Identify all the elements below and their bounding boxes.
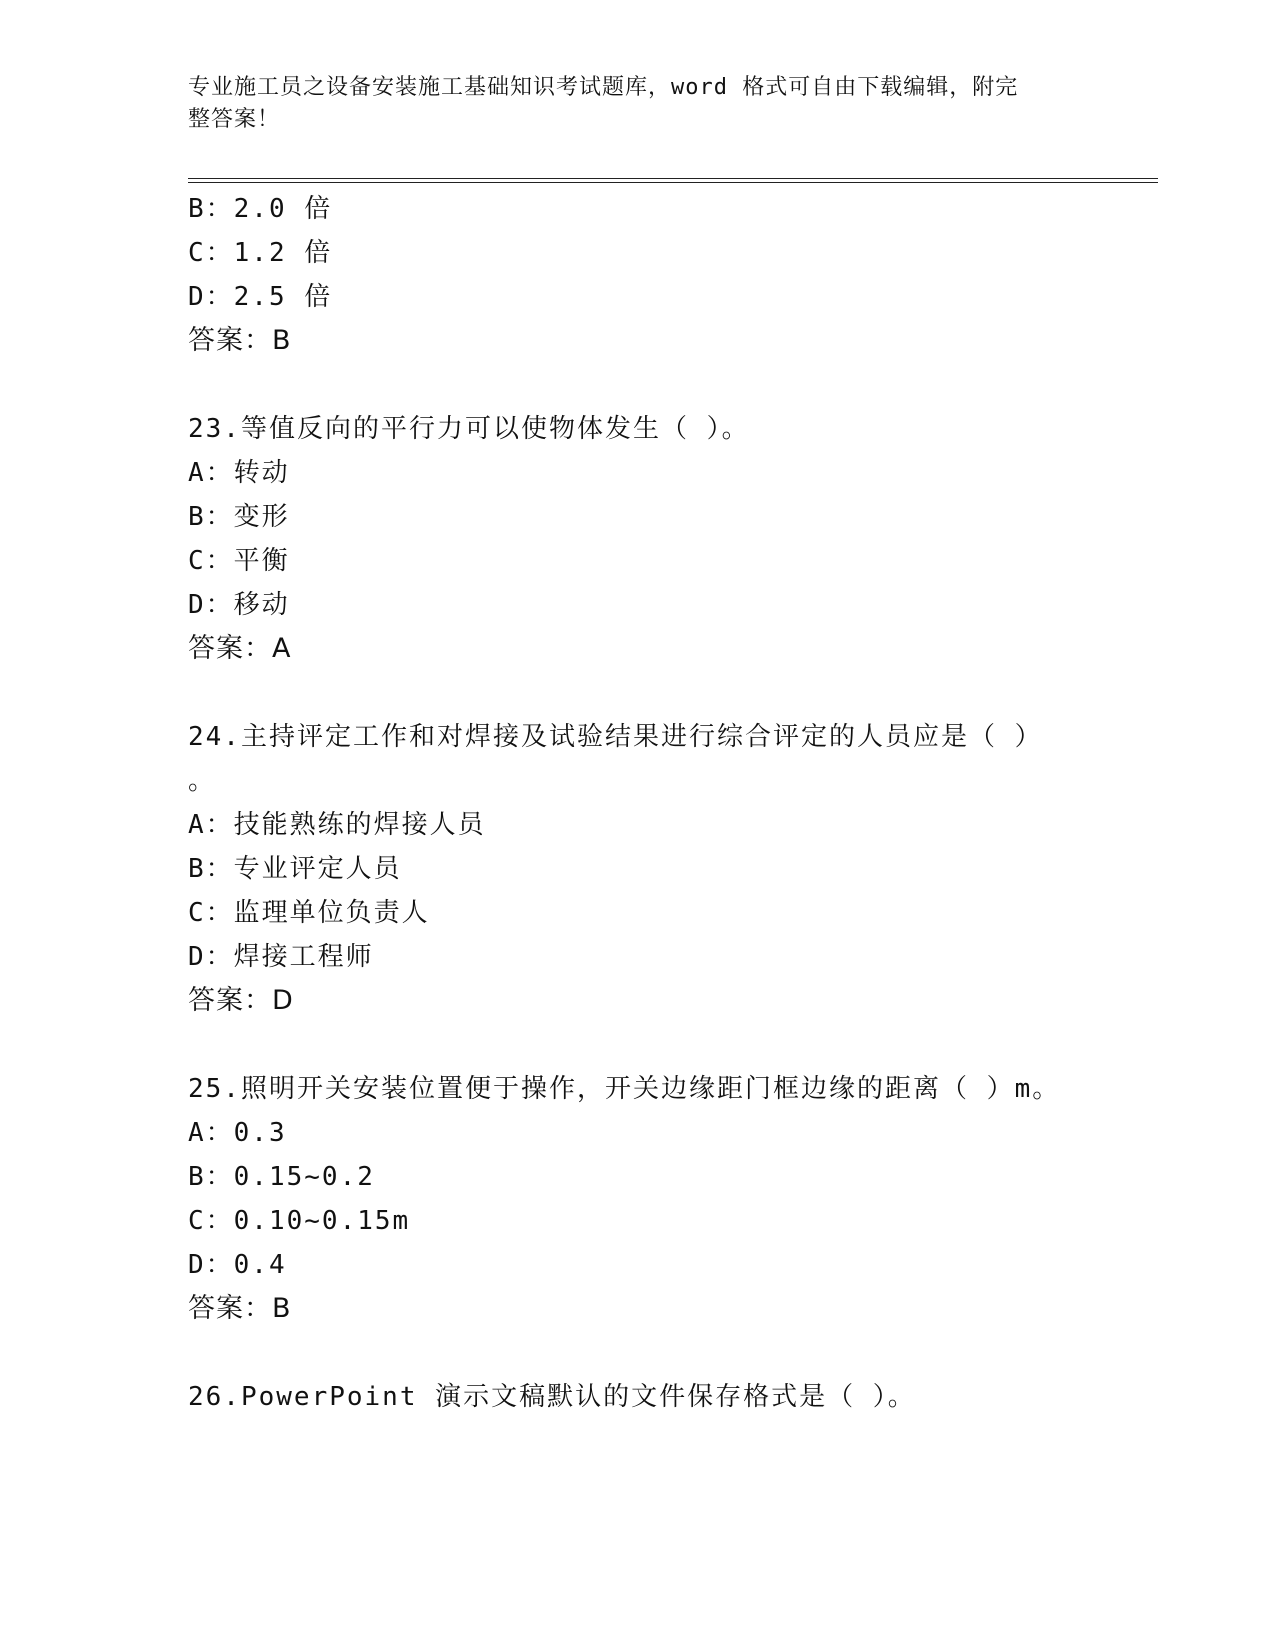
q24-answer: 答案：D [188, 985, 294, 1016]
q24-question: 24.主持评定工作和对焊接及试验结果进行综合评定的人员应是（ ） [188, 722, 1043, 752]
option-letter: A： [188, 458, 234, 488]
option-text: 2.0 倍 [233, 194, 333, 224]
q23-option-a [188, 456, 290, 490]
document-header: 专业施工员之设备安装施工基础知识考试题库，word 格式可自由下载编辑，附完 整答案！ [188, 75, 1019, 132]
option-text: 0.15~0.2 [233, 1162, 375, 1192]
option-text: 平衡 [233, 546, 290, 576]
option-letter: A： [188, 1118, 234, 1148]
q24-option-b [188, 852, 402, 886]
q25-option-a [188, 1116, 287, 1150]
q26-question: 26.PowerPoint 演示文稿默认的文件保存格式是（ ）。 [188, 1382, 916, 1412]
option-letter: D： [188, 942, 234, 972]
option-letter: C： [188, 238, 234, 268]
q22-option-c [188, 236, 332, 270]
q23-option-b [188, 500, 290, 534]
header-divider-bottom [188, 182, 1158, 183]
option-text: 2.5 倍 [233, 282, 333, 312]
q25-option-c [188, 1204, 410, 1238]
q23-answer: 答案：A [188, 633, 292, 664]
header-divider-top [188, 178, 1158, 179]
option-letter: D： [188, 282, 234, 312]
option-letter: B： [188, 194, 234, 224]
q23-option-c [188, 544, 290, 578]
option-letter: B： [188, 502, 234, 532]
option-text: 变形 [233, 502, 290, 532]
option-text: 监理单位负责人 [233, 898, 430, 928]
option-text: 专业评定人员 [233, 854, 402, 884]
q22-option-d [188, 280, 332, 314]
option-text: 技能熟练的焊接人员 [233, 810, 486, 840]
option-letter: D： [188, 1250, 234, 1280]
option-text: 0.3 [233, 1118, 287, 1148]
option-text: 移动 [233, 590, 290, 620]
q22-answer: 答案：B [188, 325, 292, 356]
q24-question-continued: 。 [188, 766, 217, 796]
option-letter: C： [188, 546, 234, 576]
q24-option-a [188, 808, 486, 842]
option-letter: C： [188, 898, 234, 928]
option-letter: B： [188, 854, 234, 884]
option-text: 0.10~0.15m [233, 1206, 411, 1236]
q23-question: 23.等值反向的平行力可以使物体发生（ ）。 [188, 414, 750, 444]
q25-option-d [188, 1248, 287, 1282]
option-text: 0.4 [233, 1250, 287, 1280]
option-text: 焊接工程师 [233, 942, 374, 972]
q24-option-d [188, 940, 374, 974]
q24-option-c [188, 896, 430, 930]
q25-option-b [188, 1160, 375, 1194]
option-letter: A： [188, 810, 234, 840]
option-letter: D： [188, 590, 234, 620]
q22-option-b [188, 192, 332, 226]
option-text: 1.2 倍 [233, 238, 333, 268]
q23-option-d [188, 588, 290, 622]
option-text: 转动 [233, 458, 290, 488]
option-letter: B： [188, 1162, 234, 1192]
q25-answer: 答案：B [188, 1293, 292, 1324]
option-letter: C： [188, 1206, 234, 1236]
q25-question: 25.照明开关安装位置便于操作，开关边缘距门框边缘的距离（ ）m。 [188, 1074, 1061, 1104]
